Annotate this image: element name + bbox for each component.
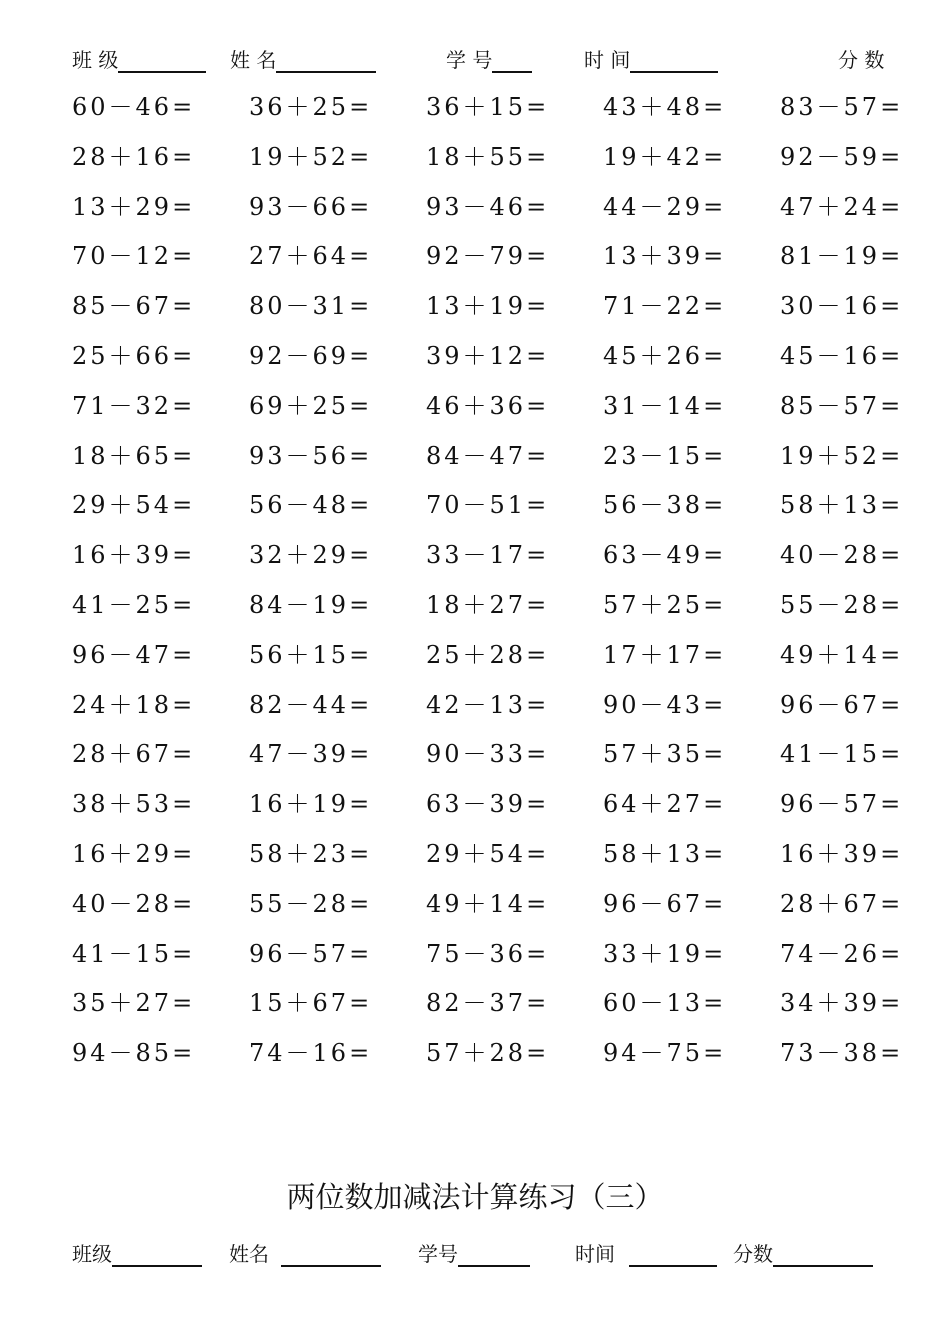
problem-item: 18＋27= [426, 590, 550, 619]
problem-item: 36＋25= [249, 93, 373, 121]
problem-item: 13＋19= [426, 292, 550, 321]
problem-item: 45＋26= [603, 341, 727, 370]
problem-row [72, 635, 912, 685]
problem-item: 84－47= [426, 441, 550, 470]
name-label-bottom: 姓名 [229, 1242, 269, 1266]
problem-row [72, 685, 912, 735]
problem-item: 16＋39= [72, 541, 196, 570]
problem-item: 70－51= [426, 491, 550, 520]
name-blank-bottom[interactable] [281, 1245, 381, 1267]
time-blank[interactable] [630, 51, 718, 73]
student-id-label: 学 号 [446, 48, 493, 72]
problem-item: 56－48= [249, 491, 373, 520]
student-id-blank[interactable] [492, 51, 532, 73]
problem-item: 94－75= [603, 1039, 727, 1068]
problem-item: 85－67= [72, 292, 196, 321]
problem-item: 25＋66= [72, 341, 196, 370]
problem-item: 27＋64= [249, 242, 373, 271]
problem-row [72, 137, 912, 187]
problem-item: 96－57= [780, 790, 904, 819]
problem-row [72, 535, 912, 585]
problem-item: 82－37= [426, 989, 550, 1018]
section-title: 两位数加减法计算练习（三） [286, 1180, 664, 1214]
class-field-bottom [72, 1238, 202, 1267]
problem-item: 74－26= [780, 939, 904, 968]
problem-row [72, 336, 912, 386]
problem-item: 35＋27= [72, 989, 196, 1018]
class-blank[interactable] [118, 51, 206, 73]
time-label: 时 间 [584, 48, 631, 72]
problem-row [72, 983, 912, 1033]
problem-item: 42－13= [426, 690, 550, 719]
problem-item: 46＋36= [426, 391, 550, 420]
problem-item: 41－25= [72, 590, 196, 619]
problem-row [72, 485, 912, 535]
problem-item: 34＋39= [780, 989, 904, 1018]
problem-item: 24＋18= [72, 690, 196, 719]
problem-item: 45－16= [780, 341, 904, 370]
problem-item: 47＋24= [780, 192, 904, 221]
problem-item: 13＋29= [72, 192, 196, 221]
problem-row [72, 934, 912, 984]
class-label-bottom: 班级 [72, 1242, 112, 1266]
problem-item: 81－19= [780, 242, 904, 271]
problem-item: 40－28= [72, 889, 196, 918]
worksheet-header-bottom [0, 1238, 950, 1268]
problem-item: 71－32= [72, 391, 196, 420]
problem-item: 19＋42= [603, 142, 727, 171]
score-label: 分 数 [838, 48, 885, 72]
student-id-label-bottom: 学号 [418, 1242, 458, 1266]
problem-item: 49＋14= [780, 640, 904, 669]
problem-item: 38＋53= [72, 790, 196, 819]
problem-item: 70－12= [72, 242, 196, 271]
problem-item: 36＋15= [426, 93, 550, 121]
name-blank[interactable] [276, 51, 376, 73]
problem-row [72, 386, 912, 436]
problem-item: 40－28= [780, 541, 904, 570]
problem-item: 80－31= [249, 292, 373, 321]
problem-item: 69＋25= [249, 391, 373, 420]
problem-item: 57＋28= [426, 1039, 550, 1068]
problem-row [72, 1033, 912, 1083]
problem-row [72, 784, 912, 834]
problem-item: 41－15= [72, 939, 196, 968]
problem-item: 16＋39= [780, 839, 904, 868]
problem-item: 41－15= [780, 740, 904, 769]
problem-item: 29＋54= [426, 839, 550, 868]
time-label-bottom: 时间 [575, 1242, 615, 1266]
time-field [584, 44, 718, 73]
problem-row [72, 236, 912, 286]
problem-item: 96－67= [780, 690, 904, 719]
problem-row [72, 734, 912, 784]
problem-item: 83－57= [780, 93, 904, 121]
problem-item: 93－56= [249, 441, 373, 470]
problem-item: 29＋54= [72, 491, 196, 520]
problem-item: 92－59= [780, 142, 904, 171]
problem-item: 74－16= [249, 1039, 373, 1068]
problem-item: 16＋19= [249, 790, 373, 819]
problem-item: 43＋48= [603, 93, 727, 121]
class-blank-bottom[interactable] [112, 1245, 202, 1267]
score-blank-bottom[interactable] [773, 1245, 873, 1267]
problem-item: 49＋14= [426, 889, 550, 918]
problem-row [72, 585, 912, 635]
problem-item: 82－44= [249, 690, 373, 719]
problem-item: 19＋52= [780, 441, 904, 470]
problem-item: 23－15= [603, 441, 727, 470]
student-id-blank-bottom[interactable] [458, 1245, 530, 1267]
problem-item: 55－28= [249, 889, 373, 918]
problem-item: 56－38= [603, 491, 727, 520]
problem-item: 90－33= [426, 740, 550, 769]
name-field [230, 44, 376, 73]
problem-item: 96－67= [603, 889, 727, 918]
class-field [72, 44, 206, 73]
problem-item: 30－16= [780, 292, 904, 321]
problem-item: 28＋67= [72, 740, 196, 769]
problem-item: 32＋29= [249, 541, 373, 570]
problem-item: 31－14= [603, 391, 727, 420]
problem-item: 56＋15= [249, 640, 373, 669]
problem-item: 17＋17= [603, 640, 727, 669]
name-field-bottom [229, 1238, 381, 1267]
problem-item: 47－39= [249, 740, 373, 769]
problem-item: 60－46= [72, 93, 196, 121]
problem-item: 55－28= [780, 590, 904, 619]
problem-item: 75－36= [426, 939, 550, 968]
time-blank-bottom[interactable] [629, 1245, 717, 1267]
problem-row [72, 187, 912, 237]
problem-item: 57＋35= [603, 740, 727, 769]
class-label: 班 级 [72, 48, 119, 72]
student-id-field [446, 44, 532, 73]
problem-item: 33＋19= [603, 939, 727, 968]
score-label-bottom: 分数 [733, 1242, 773, 1266]
problem-item: 25＋28= [426, 640, 550, 669]
problem-item: 63－39= [426, 790, 550, 819]
problem-item: 64＋27= [603, 790, 727, 819]
problem-item: 15＋67= [249, 989, 373, 1018]
student-id-field-bottom [418, 1238, 530, 1267]
problem-row [72, 884, 912, 934]
problem-item: 57＋25= [603, 590, 727, 619]
problem-item: 13＋39= [603, 242, 727, 271]
problem-row [72, 87, 912, 137]
problem-row [72, 834, 912, 884]
problem-item: 92－79= [426, 242, 550, 271]
problem-item: 93－46= [426, 192, 550, 221]
problem-item: 60－13= [603, 989, 727, 1018]
problem-item: 58＋13= [603, 839, 727, 868]
problem-item: 19＋52= [249, 142, 373, 171]
problem-item: 96－47= [72, 640, 196, 669]
problem-item: 33－17= [426, 541, 550, 570]
problem-item: 18＋55= [426, 142, 550, 171]
problem-row [72, 436, 912, 486]
problem-item: 71－22= [603, 292, 727, 321]
time-field-bottom [575, 1238, 717, 1267]
problem-item: 73－38= [780, 1039, 904, 1068]
problem-item: 90－43= [603, 690, 727, 719]
problem-item: 94－85= [72, 1039, 196, 1068]
problem-item: 28＋67= [780, 889, 904, 918]
problem-item: 58＋23= [249, 839, 373, 868]
problem-item: 85－57= [780, 391, 904, 420]
problem-item: 58＋13= [780, 491, 904, 520]
problem-item: 63－49= [603, 541, 727, 570]
score-field-bottom [733, 1238, 873, 1267]
problem-item: 84－19= [249, 590, 373, 619]
name-label: 姓 名 [230, 48, 277, 72]
problem-item: 39＋12= [426, 341, 550, 370]
problem-row [72, 286, 912, 336]
problem-item: 92－69= [249, 341, 373, 370]
worksheet-header-top [0, 44, 950, 74]
problem-item: 44－29= [603, 192, 727, 221]
problem-grid [72, 87, 912, 1083]
problem-item: 28＋16= [72, 142, 196, 171]
problem-item: 96－57= [249, 939, 373, 968]
problem-item: 18＋65= [72, 441, 196, 470]
problem-item: 16＋29= [72, 839, 196, 868]
score-field [838, 44, 884, 73]
problem-item: 93－66= [249, 192, 373, 221]
